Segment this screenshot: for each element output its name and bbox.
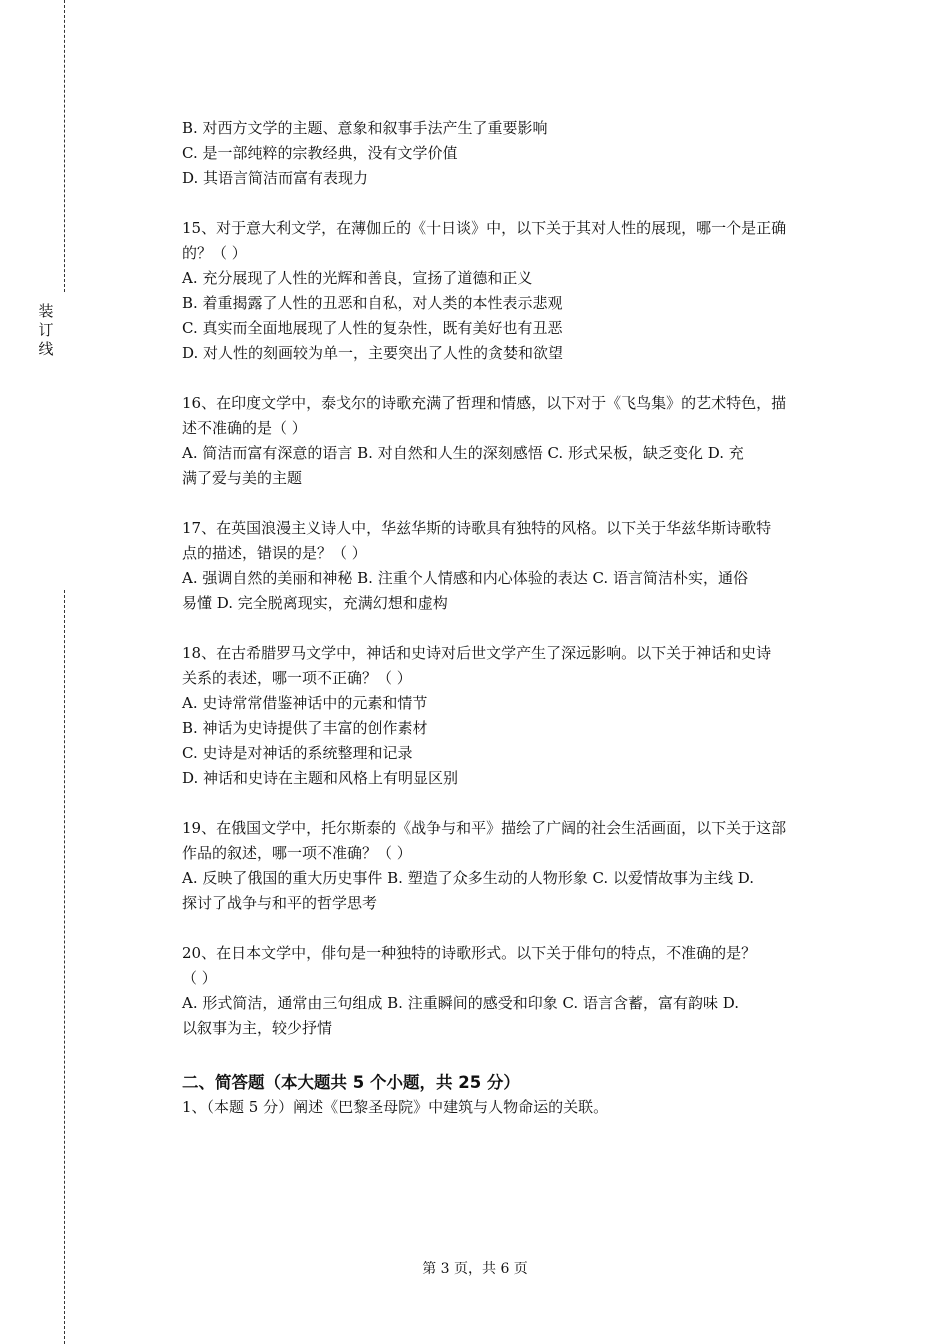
option-line: D. 对人性的刻画较为单一，主要突出了人性的贪婪和欲望	[182, 344, 564, 362]
question-15	[182, 216, 842, 366]
binding-char: 装	[38, 302, 54, 320]
option-line: B. 神话为史诗提供了丰富的创作素材	[182, 719, 428, 737]
question-text: 述不准确的是（ ）	[182, 419, 307, 437]
option-line: 满了爱与美的主题	[182, 469, 303, 487]
question-19	[182, 816, 842, 916]
question-text: 点的描述，错误的是？（ ）	[182, 544, 367, 562]
exam-content	[182, 116, 842, 1120]
question-text: 15、对于意大利文学，在薄伽丘的《十日谈》中，以下关于其对人性的展现，哪一个是正确	[182, 219, 787, 237]
short-answer-question: 1、（本题 5 分）阐述《巴黎圣母院》中建筑与人物命运的关联。	[182, 1098, 609, 1116]
page-footer: 第 3 页，共 6 页	[422, 1261, 528, 1277]
option-line: B. 对西方文学的主题、意象和叙事手法产生了重要影响	[182, 119, 548, 137]
question-14-options	[182, 116, 842, 191]
option-line: 易懂 D. 完全脱离现实，充满幻想和虚构	[182, 594, 448, 612]
option-line: D. 其语言简洁而富有表现力	[182, 169, 369, 187]
option-line: A. 史诗常常借鉴神话中的元素和情节	[182, 694, 428, 712]
question-text: 20、在日本文学中，俳句是一种独特的诗歌形式。以下关于俳句的特点，不准确的是？	[182, 944, 757, 962]
section-title: 二、简答题（本大题共 5 个小题，共 25 分）	[182, 1073, 520, 1092]
question-18	[182, 641, 842, 791]
option-line: A. 强调自然的美丽和神秘 B. 注重个人情感和内心体验的表达 C. 语言简洁朴实，通俗	[182, 569, 748, 587]
option-line: A. 简洁而富有深意的语言 B. 对自然和人生的深刻感悟 C. 形式呆板，缺乏变化 D. 充	[182, 444, 744, 462]
question-20	[182, 941, 842, 1041]
option-line: C. 是一部纯粹的宗教经典，没有文学价值	[182, 144, 458, 162]
question-text: 16、在印度文学中，泰戈尔的诗歌充满了哲理和情感，以下对于《飞鸟集》的艺术特色，描	[182, 394, 787, 412]
option-line: A. 反映了俄国的重大历史事件 B. 塑造了众多生动的人物形象 C. 以爱情故事为主线 D.	[182, 869, 754, 887]
binding-dashed-line-bottom	[64, 590, 65, 1344]
option-line: B. 着重揭露了人性的丑恶和自私，对人类的本性表示悲观	[182, 294, 563, 312]
binding-char: 订	[38, 321, 54, 339]
question-text: 18、在古希腊罗马文学中，神话和史诗对后世文学产生了深远影响。以下关于神话和史诗	[182, 644, 772, 662]
binding-dashed-line-top	[64, 0, 65, 292]
question-text: （ ）	[182, 969, 217, 987]
option-line: 探讨了战争与和平的哲学思考	[182, 894, 378, 912]
option-line: A. 充分展现了人性的光辉和善良，宣扬了道德和正义	[182, 269, 533, 287]
question-text: 的？（ ）	[182, 244, 247, 262]
option-line: C. 真实而全面地展现了人性的复杂性，既有美好也有丑恶	[182, 319, 563, 337]
binding-char: 线	[38, 340, 54, 358]
option-line: 以叙事为主，较少抒情	[182, 1019, 333, 1037]
binding-label	[36, 302, 56, 359]
question-text: 19、在俄国文学中，托尔斯泰的《战争与和平》描绘了广阔的社会生活画面，以下关于这部	[182, 819, 787, 837]
option-line: A. 形式简洁，通常由三句组成 B. 注重瞬间的感受和印象 C. 语言含蓄，富有韵味 D.	[182, 994, 739, 1012]
question-16	[182, 391, 842, 491]
question-17	[182, 516, 842, 616]
question-text: 关系的表述，哪一项不正确？（ ）	[182, 669, 412, 687]
question-text: 17、在英国浪漫主义诗人中，华兹华斯的诗歌具有独特的风格。以下关于华兹华斯诗歌特	[182, 519, 772, 537]
question-text: 作品的叙述，哪一项不准确？（ ）	[182, 844, 412, 862]
option-line: D. 神话和史诗在主题和风格上有明显区别	[182, 769, 459, 787]
option-line: C. 史诗是对神话的系统整理和记录	[182, 744, 413, 762]
